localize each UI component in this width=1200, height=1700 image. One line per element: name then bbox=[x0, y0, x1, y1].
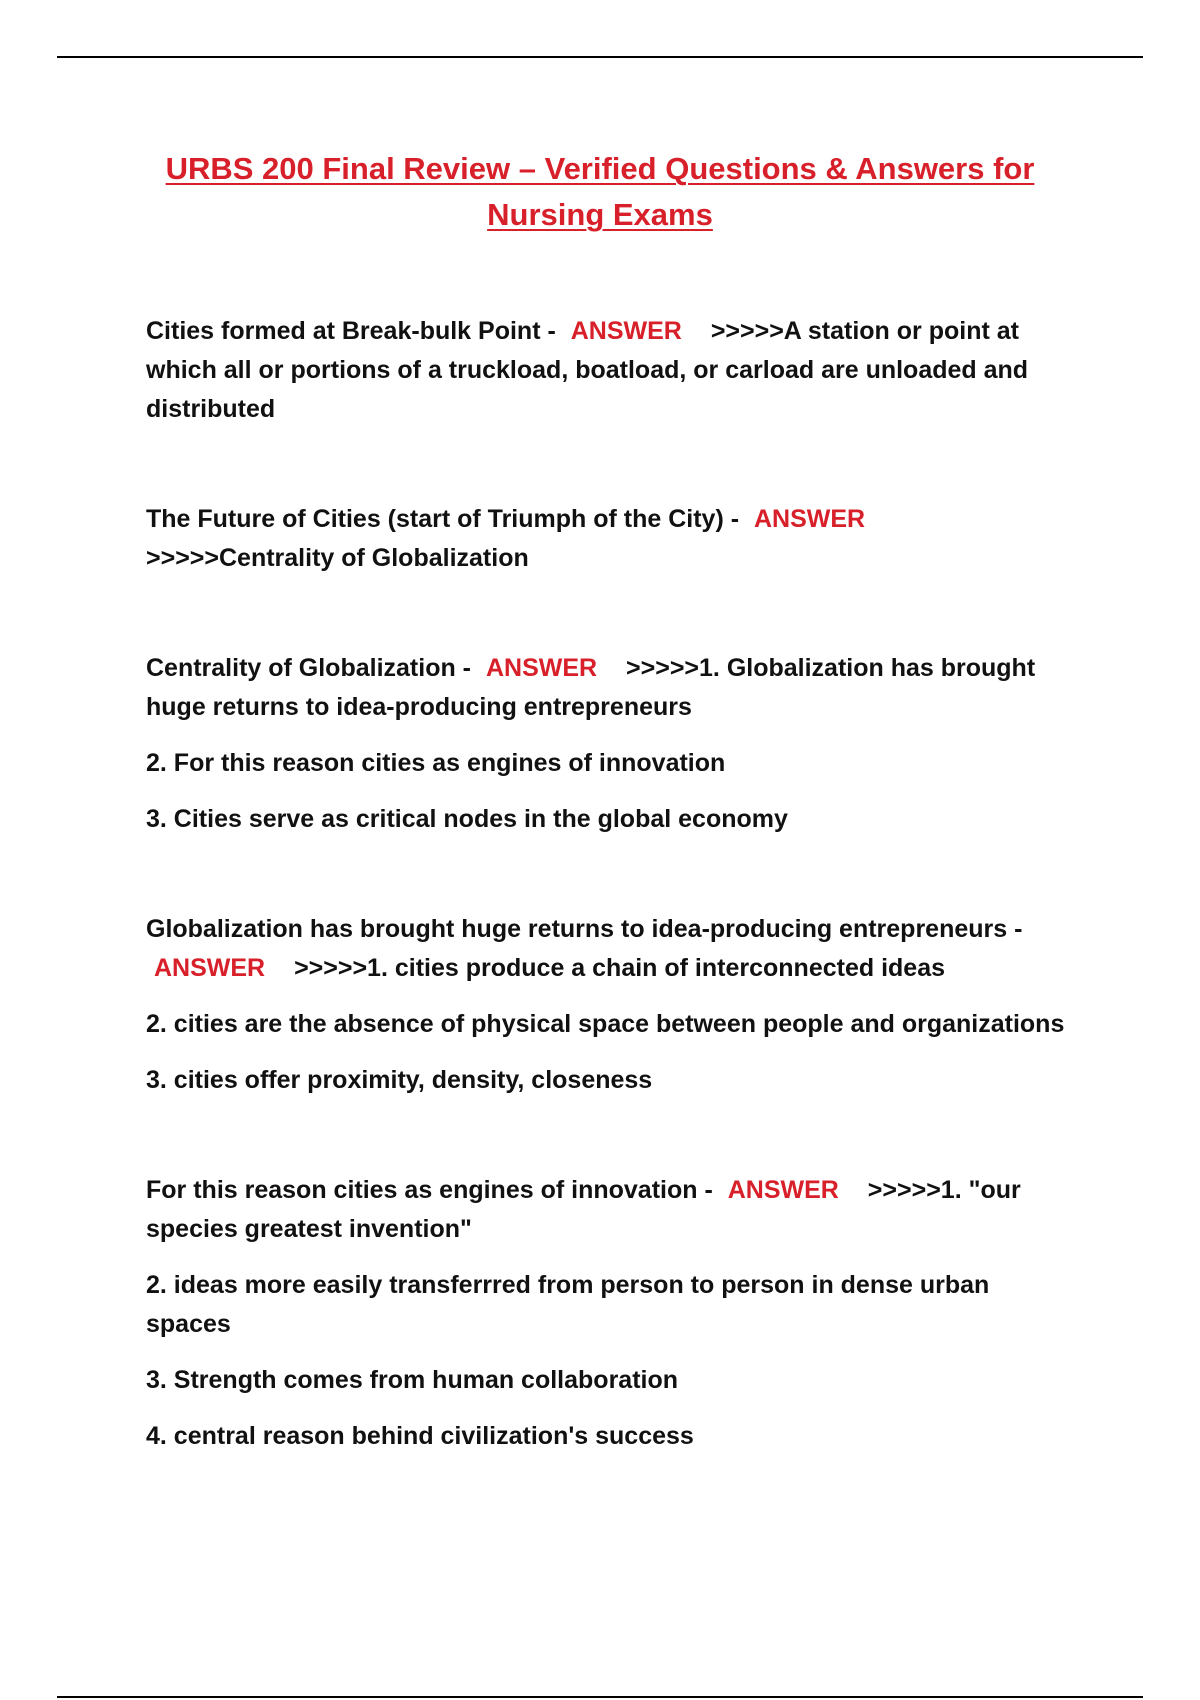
question-text: Globalization has brought huge returns to idea-producing entrepreneurs - bbox=[146, 915, 1023, 943]
question-text: Centrality of Globalization - bbox=[146, 654, 472, 682]
title-line-1: URBS 200 Final Review – Verified Questions & Answers for bbox=[165, 151, 1035, 186]
qa-main-line bbox=[146, 649, 1071, 727]
answer-line: 3. Strength comes from human collaboration bbox=[146, 1366, 679, 1394]
answer-label: ANSWER bbox=[485, 654, 598, 682]
question-text: Cities formed at Break-bulk Point - bbox=[146, 317, 556, 345]
page-title bbox=[120, 146, 1080, 238]
answer-line: 3. cities offer proximity, density, closeness bbox=[146, 1066, 653, 1094]
answer-line: 2. ideas more easily transferrred from person to person in dense urban spaces bbox=[146, 1271, 990, 1338]
qa-item bbox=[146, 312, 1071, 429]
answer-label: ANSWER bbox=[570, 317, 682, 345]
question-text: For this reason cities as engines of innovation - bbox=[146, 1176, 713, 1204]
qa-item bbox=[146, 1171, 1071, 1456]
qa-main-line bbox=[146, 910, 1071, 988]
title-line-2: Nursing Exams bbox=[487, 197, 713, 232]
qa-main-line bbox=[146, 312, 1071, 429]
answer-text: >>>>>Centrality of Globalization bbox=[146, 544, 529, 572]
qa-main-line bbox=[146, 1171, 1071, 1249]
qa-item bbox=[146, 910, 1071, 1100]
qa-list bbox=[146, 312, 1071, 1456]
answer-label: ANSWER bbox=[154, 954, 266, 982]
answer-line: 3. Cities serve as critical nodes in the global economy bbox=[146, 805, 788, 833]
answer-label: ANSWER bbox=[754, 505, 866, 533]
answer-line: 2. cities are the absence of physical space between people and organizations bbox=[146, 1010, 1065, 1038]
top-rule bbox=[57, 56, 1143, 58]
answer-text: >>>>>1. "our species greatest invention" bbox=[146, 1176, 1021, 1243]
answer-line: 4. central reason behind civilization's success bbox=[146, 1422, 694, 1450]
bottom-rule bbox=[57, 1696, 1143, 1698]
answer-text: >>>>>1. Globalization has brought huge returns to idea-producing entrepreneurs bbox=[146, 654, 1036, 721]
qa-item bbox=[146, 649, 1071, 839]
qa-main-line bbox=[146, 500, 1071, 578]
answer-line: 2. For this reason cities as engines of innovation bbox=[146, 749, 726, 777]
qa-item bbox=[146, 500, 1071, 578]
answer-label: ANSWER bbox=[727, 1176, 839, 1204]
answer-text: >>>>>A station or point at which all or portions of a truckload, boatload, or carload are unloaded and distributed bbox=[146, 317, 1029, 423]
answer-text: >>>>>1. cities produce a chain of interconnected ideas bbox=[294, 954, 946, 982]
question-text: The Future of Cities (start of Triumph of the City) - bbox=[146, 505, 740, 533]
